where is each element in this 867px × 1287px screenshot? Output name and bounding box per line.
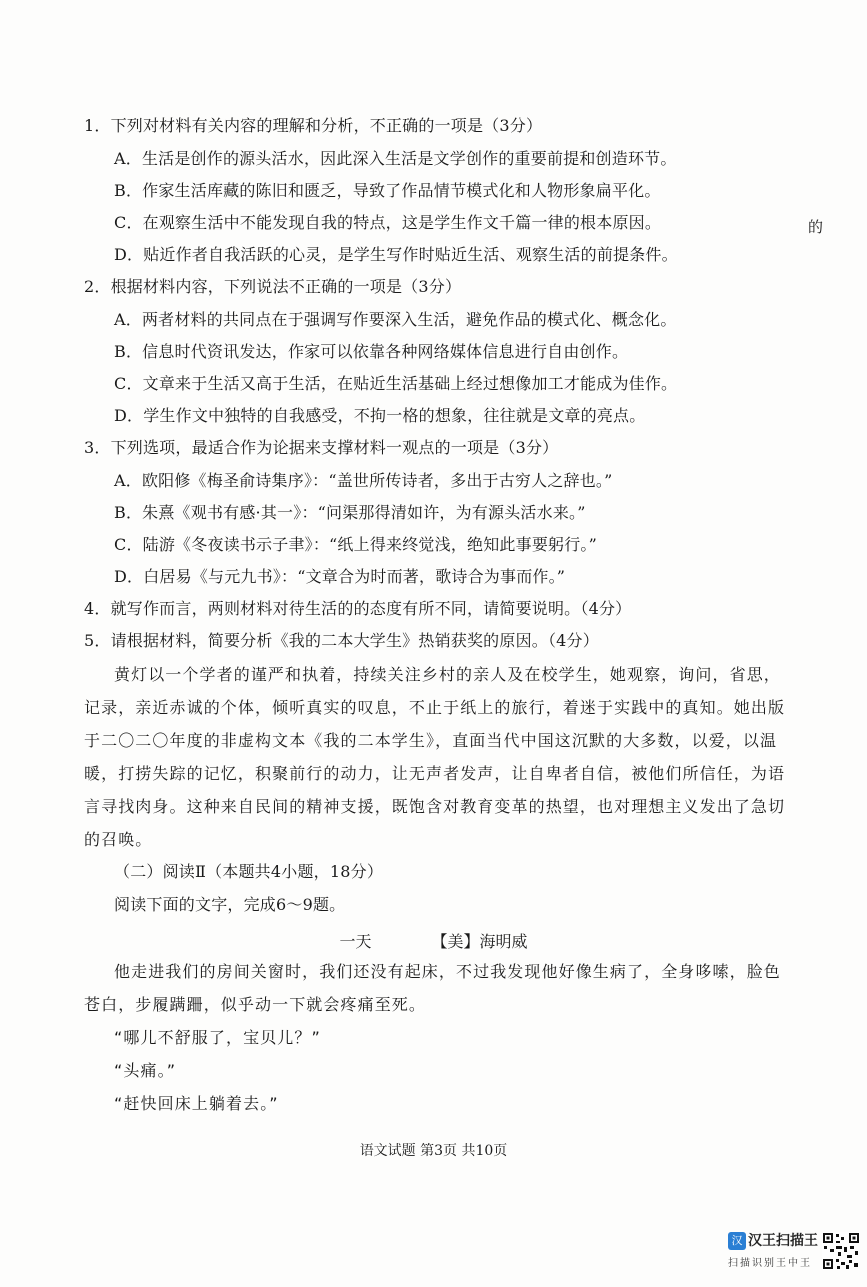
- section-2-heading: （二）阅读Ⅱ（本题共4小题，18分）: [114, 862, 384, 881]
- story-line-1: 他走进我们的房间关窗时，我们还没有起床，不过我发现他好像生病了，全身哆嗦，脸色: [114, 962, 781, 981]
- story-line-5: “赶快回床上躺着去。”: [114, 1094, 279, 1113]
- question-2-option-d: D．学生作文中独特的自我感受，不拘一格的想象，往往就是文章的亮点。: [114, 406, 646, 425]
- question-3-option-d: D．白居易《与元九书》：“文章合为时而著，歌诗合为事而作。”: [114, 567, 566, 586]
- question-2-option-c: C．文章来于生活又高于生活，在贴近生活基础上经过想像加工才能成为佳作。: [114, 374, 678, 393]
- passage-line-5: 言寻找肉身。这种来自民间的精神支援，既饱含对教育变革的热望，也对理想主义发出了急切: [84, 797, 786, 816]
- question-1-option-a: A．生活是创作的源头活水，因此深入生活是文学创作的重要前提和创造环节。: [114, 149, 677, 168]
- passage-line-3: 于二〇二〇年度的非虚构文本《我的二本学生》，直面当代中国这沉默的大多数，以爱，以温: [84, 731, 778, 750]
- question-4: 4．就写作而言，两则材料对待生活的的态度有所不同，请简要说明。（4分）: [84, 599, 632, 618]
- story-line-3: “哪儿不舒服了，宝贝儿？”: [114, 1028, 321, 1047]
- question-3-option-a: A．欧阳修《梅圣俞诗集序》：“盖世所传诗者，多出于古穷人之辞也。”: [114, 471, 613, 490]
- story-title-line: [0, 929, 867, 952]
- story-title: 一天: [339, 932, 372, 951]
- question-2-option-a: A．两者材料的共同点在于强调写作要深入生活，避免作品的模式化、概念化。: [114, 310, 677, 329]
- scanner-logo-subtitle: 扫描识别王中王: [728, 1258, 812, 1269]
- question-2-stem: 2．根据材料内容，下列说法不正确的一项是（3分）: [84, 277, 462, 296]
- question-3-option-c: C．陆游《冬夜读书示子聿》：“纸上得来终觉浅，绝知此事要躬行。”: [114, 535, 598, 554]
- passage-line-6: 的召唤。: [84, 830, 153, 849]
- passage-line-2: 记录，亲近赤诚的个体，倾听真实的叹息，不止于纸上的旅行，着迷于实践中的真知。她出版: [84, 698, 786, 717]
- qr-code-icon: [822, 1232, 860, 1270]
- scanner-logo-icon: 汉: [728, 1232, 746, 1250]
- margin-character: 的: [808, 218, 824, 236]
- question-3-stem: 3．下列选项，最适合作为论据来支撑材料一观点的一项是（3分）: [84, 438, 559, 457]
- question-2-option-b: B．信息时代资讯发达，作家可以依靠各种网络媒体信息进行自由创作。: [114, 342, 629, 361]
- story-author: 【美】海明威: [431, 932, 528, 951]
- question-1-option-d: D．贴近作者自我活跃的心灵，是学生写作时贴近生活、观察生活的前提条件。: [114, 245, 678, 264]
- passage-line-4: 暖，打捞失踪的记忆，积聚前行的动力，让无声者发声，让自卑者自信，被他们所信任，为语: [84, 764, 786, 783]
- question-5: 5．请根据材料，简要分析《我的二本大学生》热销获奖的原因。（4分）: [84, 631, 599, 650]
- question-1-option-c: C．在观察生活中不能发现自我的特点，这是学生作文千篇一律的根本原因。: [114, 213, 662, 232]
- question-1-stem: 1．下列对材料有关内容的理解和分析，不正确的一项是（3分）: [84, 116, 543, 135]
- page-footer: 语文试题 第3页 共10页: [359, 1143, 508, 1159]
- story-line-4: “头痛。”: [114, 1061, 177, 1080]
- passage-line-1: 黄灯以一个学者的谨严和执着，持续关注乡村的亲人及在校学生，她观察，询问，省思，: [114, 665, 781, 684]
- question-1-option-b: B．作家生活库藏的陈旧和匮乏，导致了作品情节模式化和人物形象扁平化。: [114, 181, 661, 200]
- scanner-logo-name: 汉王扫描王: [748, 1233, 818, 1249]
- question-3-option-b: B．朱熹《观书有感·其一》：“问渠那得清如许，为有源头活水来。”: [114, 503, 586, 522]
- story-line-2: 苍白，步履蹒跚，似乎动一下就会疼痛至死。: [84, 995, 427, 1014]
- section-2-instruction: 阅读下面的文字，完成6～9题。: [114, 895, 346, 914]
